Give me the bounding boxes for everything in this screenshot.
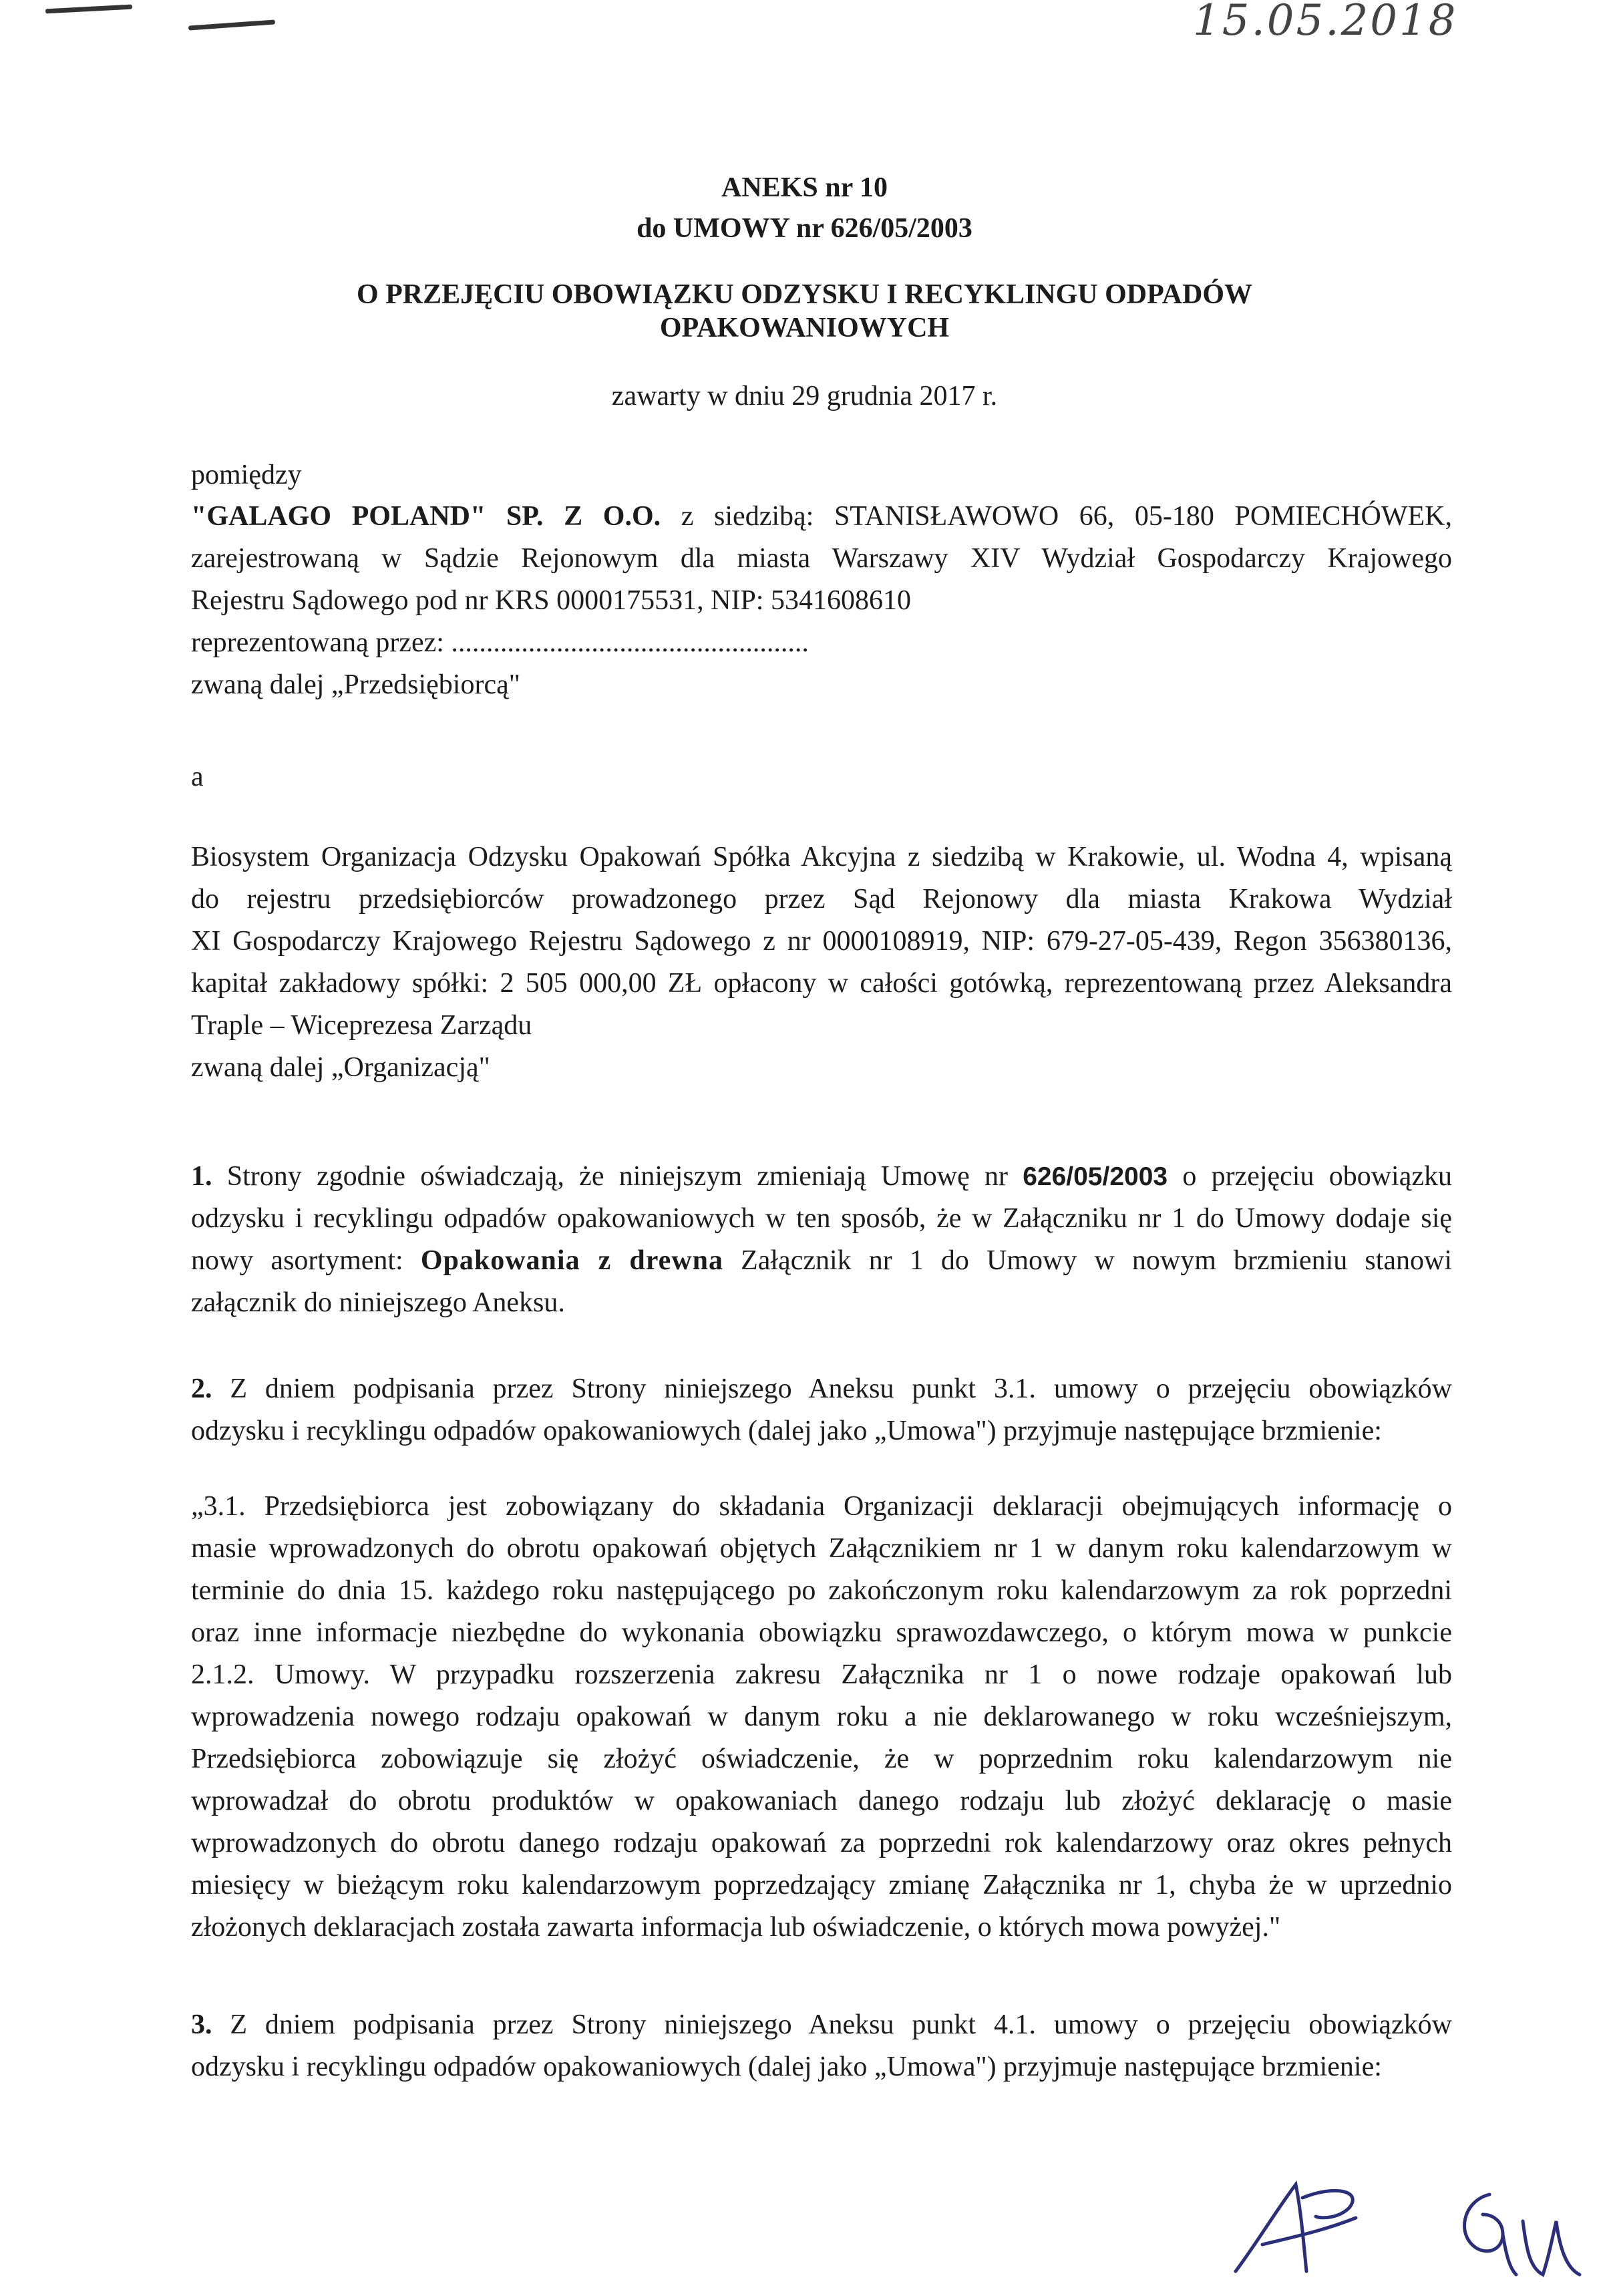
- quote-line-3: terminie do dnia 15. każdego roku następującego po zakończonym roku kalendarzowym za rok poprzedni: [191, 1575, 1452, 1606]
- quote-line-8: wprowadzał do obrotu produktów w opakowaniach danego rodzaju lub złożyć deklarację o masie: [191, 1786, 1452, 1816]
- section-3-number: 3.: [191, 2009, 212, 2040]
- party2-line1: Biosystem Organizacja Odzysku Opakowań Spółka Akcyjna z siedzibą w Krakowie, ul. Wodna 4, wpisaną: [191, 842, 1452, 872]
- contract-reference: do UMOWY nr 626/05/2003: [637, 213, 972, 244]
- section-2-quote: [191, 1486, 1452, 1949]
- party2-line4: kapitał zakładowy spółki: 2 505 000,00 ZŁ opłacony w całości gotówką, reprezentowaną przez Aleksandra: [191, 968, 1452, 999]
- between-label: pomiędzy: [191, 460, 302, 490]
- quote-line-2: masie wprowadzonych do obrotu opakowań objętych Załącznikiem nr 1 w danym roku kalendarzowym w: [191, 1533, 1452, 1564]
- section-1-line2: odzysku i recyklingu odpadów opakowaniowych w ten sposób, że w Załączniku nr 1 do Umowy dodaje się: [191, 1203, 1452, 1234]
- section-1-line3: [191, 1240, 1452, 1282]
- annex-title: ANEKS nr 10: [721, 172, 888, 203]
- section-1-line4: załącznik do niniejszego Aneksu.: [191, 1287, 565, 1318]
- signature-initials-left: [1222, 2171, 1376, 2285]
- section-3: [191, 2004, 1452, 2088]
- party1-name: "GALAGO POLAND" SP. Z O.O.: [191, 501, 661, 532]
- section-1-text-a: Strony zgodnie oświadczają, że niniejszym zmieniają Umowę nr: [226, 1161, 1008, 1192]
- party1-line1: [191, 496, 1452, 538]
- new-assortment: Opakowania z drewna: [420, 1245, 723, 1276]
- section-2-line2: odzysku i recyklingu odpadów opakowaniowych (dalej jako „Umowa") przyjmuje następujące brzmienie:: [191, 1416, 1382, 1446]
- scan-mark-left: [45, 5, 132, 14]
- subject-line-2: OPAKOWANIOWYCH: [659, 313, 950, 343]
- section-1-line1: [191, 1156, 1452, 1198]
- quote-line-9: wprowadzonych do obrotu danego rodzaju opakowań za poprzedni rok kalendarzowy oraz okres pełnych: [191, 1828, 1452, 1858]
- party1-alias: zwaną dalej „Przedsiębiorcą": [191, 669, 520, 700]
- quote-line-5: 2.1.2. Umowy. W przypadku rozszerzenia zakresu Załącznika nr 1 o nowe rodzaje opakowań lub: [191, 1659, 1452, 1690]
- and-label: a: [191, 762, 204, 792]
- quote-line-11: złożonych deklaracjach została zawarta informacja lub oświadczenie, o których mowa powyżej.": [191, 1912, 1281, 1943]
- party1-block: [191, 496, 1452, 706]
- party2-line5: Traple – Wiceprezesa Zarządu: [191, 1010, 532, 1041]
- section-1-number: 1.: [191, 1161, 212, 1192]
- party2-block: [191, 836, 1452, 1089]
- section-1: [191, 1156, 1452, 1324]
- section-1-text-b: o przejęciu obowiązku: [1182, 1161, 1453, 1192]
- party2-alias: zwaną dalej „Organizacją": [191, 1052, 490, 1083]
- section-2: [191, 1368, 1452, 1452]
- section-2-text: Z dniem podpisania przez Strony niniejszego Aneksu punkt 3.1. umowy o przejęciu obowiązków: [230, 1373, 1452, 1404]
- quote-line-7: Przedsiębiorca zobowiązuje się złożyć oświadczenie, że w poprzednim roku kalendarzowym nie: [191, 1744, 1452, 1774]
- section-1-text-c: nowy asortyment:: [191, 1245, 403, 1276]
- party1-representative: reprezentowaną przez: ...................................................: [191, 627, 809, 658]
- party1-line3: Rejestru Sądowego pod nr KRS 0000175531, NIP: 5341608610: [191, 585, 911, 616]
- section-3-line2: odzysku i recyklingu odpadów opakowaniowych (dalej jako „Umowa") przyjmuje następujące brzmienie:: [191, 2052, 1382, 2082]
- scan-mark-right: [188, 19, 275, 30]
- quote-line-6: wprowadzenia nowego rodzaju opakowań w danym roku a nie deklarowanego w roku wcześniejszym,: [191, 1701, 1452, 1732]
- section-1-text-d: Załącznik nr 1 do Umowy w nowym brzmieniu stanowi: [741, 1245, 1453, 1276]
- party2-line3: XI Gospodarczy Krajowego Rejestru Sądowego z nr 0000108919, NIP: 679-27-05-439, Regon 356380136,: [191, 926, 1452, 957]
- handwritten-date: 15.05.2018: [1193, 0, 1458, 45]
- party2-line2: do rejestru przedsiębiorców prowadzonego przez Sąd Rejonowy dla miasta Krakowa Wydział: [191, 884, 1452, 915]
- conclusion-date: zawarty w dniu 29 grudnia 2017 r.: [611, 381, 998, 412]
- section-2-line1: [191, 1368, 1452, 1410]
- party1-address: z siedzibą: STANISŁAWOWO 66, 05-180 POMIECHÓWEK,: [681, 501, 1452, 532]
- party1-line2: zarejestrowaną w Sądzie Rejonowym dla miasta Warszawy XIV Wydział Gospodarczy Krajowego: [191, 543, 1452, 574]
- quote-line-1: „3.1. Przedsiębiorca jest zobowiązany do składania Organizacji deklaracji obejmujących informację o: [191, 1491, 1452, 1522]
- section-2-number: 2.: [191, 1373, 212, 1404]
- contract-number: 626/05/2003: [1023, 1162, 1168, 1191]
- section-3-line1: [191, 2004, 1452, 2046]
- subject-line-1: O PRZEJĘCIU OBOWIĄZKU ODZYSKU I RECYKLINGU ODPADÓW: [356, 279, 1253, 310]
- signature-initials-right: [1443, 2174, 1590, 2288]
- quote-line-4: oraz inne informacje niezbędne do wykonania obowiązku sprawozdawczego, o którym mowa w punkcie: [191, 1617, 1452, 1648]
- quote-line-10: miesięcy w bieżącym roku kalendarzowym poprzedzający zmianę Załącznika nr 1, chyba że w uprzednio: [191, 1870, 1452, 1901]
- section-3-text: Z dniem podpisania przez Strony niniejszego Aneksu punkt 4.1. umowy o przejęciu obowiązków: [230, 2009, 1452, 2040]
